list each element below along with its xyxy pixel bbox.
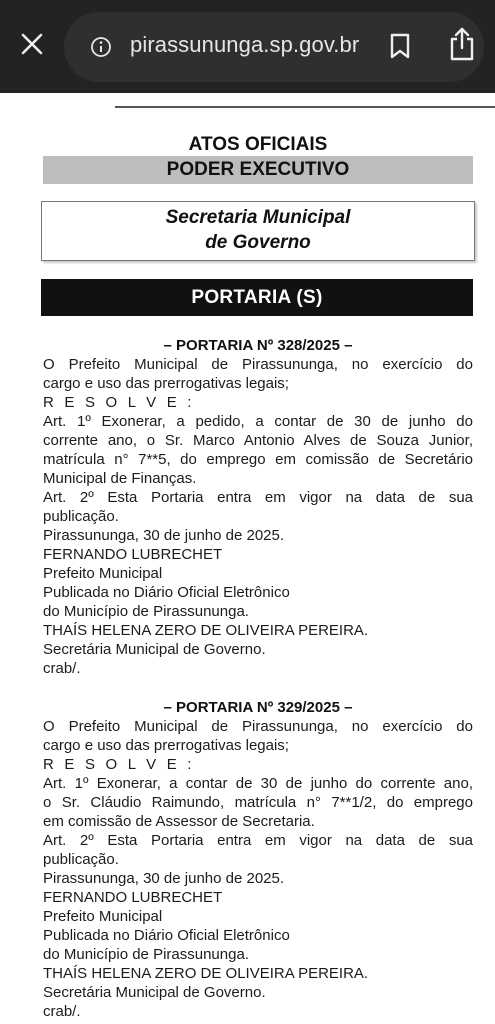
signatory-name: THAÍS HELENA ZERO DE OLIVEIRA PEREIRA. xyxy=(43,622,369,639)
bookmark-icon[interactable] xyxy=(388,32,412,60)
portaria-329 xyxy=(43,698,473,1021)
text-line: Art. 1º Exonerar, a contar de 30 de junho do corrente ano, xyxy=(43,775,473,792)
secretaria-line-2: de Governo xyxy=(205,232,311,253)
text-line: Publicada no Diário Oficial Eletrônico xyxy=(43,927,290,944)
signatory-name: FERNANDO LUBRECHET xyxy=(43,889,223,906)
text-line: Pirassununga, 30 de junho de 2025. xyxy=(43,870,285,887)
signatory-title: Prefeito Municipal xyxy=(43,565,163,582)
signatory-name: THAÍS HELENA ZERO DE OLIVEIRA PEREIRA. xyxy=(43,965,369,982)
signatory-title: Secretária Municipal de Governo. xyxy=(43,641,266,658)
text-line: Pirassununga, 30 de junho de 2025. xyxy=(43,527,285,544)
text-line: matrícula n° 7**5, do emprego em comissão de Secretário xyxy=(43,451,473,468)
browser-toolbar xyxy=(0,0,495,93)
section-subtitle: PODER EXECUTIVO xyxy=(43,156,473,184)
resolve-line: R E S O L V E : xyxy=(43,756,195,773)
text-line: cargo e uso das prerrogativas legais; xyxy=(43,737,289,754)
portaria-328 xyxy=(43,336,473,678)
text-line: Art. 2º Esta Portaria entra em vigor na data de sua xyxy=(43,489,473,506)
text-line: O Prefeito Municipal de Pirassununga, no exercício do xyxy=(43,356,473,373)
text-line: crab/. xyxy=(43,1003,81,1020)
text-line: do Município de Pirassununga. xyxy=(43,946,249,963)
text-line: Art. 2º Esta Portaria entra em vigor na data de sua xyxy=(43,832,473,849)
text-line: publicação. xyxy=(43,508,119,525)
portaria-banner: PORTARIA (S) xyxy=(41,279,473,316)
text-line: Municipal de Finanças. xyxy=(43,470,197,487)
info-icon[interactable] xyxy=(90,36,112,58)
signatory-title: Prefeito Municipal xyxy=(43,908,163,925)
share-icon[interactable] xyxy=(448,26,476,62)
text-line: do Município de Pirassununga. xyxy=(43,603,249,620)
text-line: Publicada no Diário Oficial Eletrônico xyxy=(43,584,290,601)
secretaria-line-1: Secretaria Municipal xyxy=(165,207,351,228)
text-line: em comissão de Assessor de Secretaria. xyxy=(43,813,315,830)
signatory-title: Secretária Municipal de Governo. xyxy=(43,984,266,1001)
close-icon[interactable] xyxy=(18,30,46,58)
portaria-title: – PORTARIA Nº 328/2025 – xyxy=(163,337,353,354)
text-line: cargo e uso das prerrogativas legais; xyxy=(43,375,289,392)
url-text[interactable]: pirassununga.sp.gov.br xyxy=(130,32,360,57)
text-line: O Prefeito Municipal de Pirassununga, no exercício do xyxy=(43,718,473,735)
text-line: crab/. xyxy=(43,660,81,677)
portaria-title: – PORTARIA Nº 329/2025 – xyxy=(163,699,353,716)
text-line: publicação. xyxy=(43,851,119,868)
page-title: ATOS OFICIAIS xyxy=(188,134,328,155)
signatory-name: FERNANDO LUBRECHET xyxy=(43,546,223,563)
resolve-line: R E S O L V E : xyxy=(43,394,195,411)
secretaria-box xyxy=(41,201,475,261)
text-line: corrente ano, o Sr. Marco Antonio Alves de Souza Junior, xyxy=(43,432,473,449)
text-line: o Sr. Cláudio Raimundo, matrícula n° 7**1/2, do emprego xyxy=(43,794,473,811)
top-divider xyxy=(115,106,495,108)
text-line: Art. 1º Exonerar, a pedido, a contar de 30 de junho do xyxy=(43,413,473,430)
